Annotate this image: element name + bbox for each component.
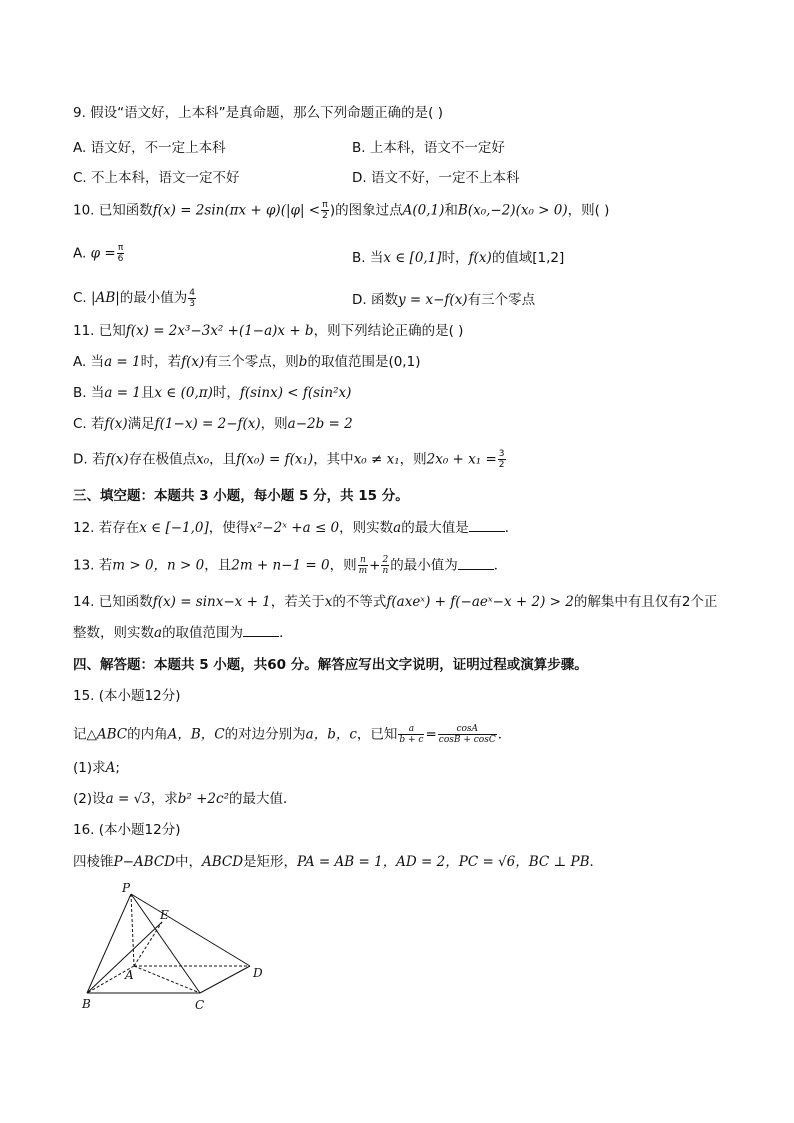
q13-answer-blank xyxy=(458,557,494,570)
label-a: A xyxy=(125,968,134,982)
label-e: E xyxy=(160,908,169,922)
q9-option-a: A. 语文好，不一定上本科 xyxy=(73,140,226,156)
q10-option-d: D. 函数y = x−f(x)有三个零点 xyxy=(352,292,536,308)
label-p: P xyxy=(122,881,131,895)
edge-pa xyxy=(131,894,134,966)
q14-answer-blank xyxy=(243,624,279,637)
section-3-heading: 三、填空题：本题共 3 小题，每小题 5 分，共 15 分。 xyxy=(73,488,409,504)
q16-heading: 16. (本小题12分) xyxy=(73,822,181,838)
q9-option-b: B. 上本科，语文不一定好 xyxy=(352,140,505,156)
q12-stem: 12. 若存在x ∈ [−1,0]，使得x²−2ˣ +a ≤ 0，则实数a的最大值是 ． xyxy=(73,520,519,536)
q14-stem-line2: 整数，则实数a的取值范围为 ． xyxy=(73,625,293,641)
q11-stem: 11. 已知f(x) = 2x³−3x² +(1−a)x + b，则下列结论正确的是( ) xyxy=(73,323,464,339)
q11-option-c: C. 若f(x)满足f(1−x) = 2−f(x)，则a−2b = 2 xyxy=(73,416,353,432)
q9-option-d: D. 语文不好，一定不上本科 xyxy=(352,170,520,186)
q10-option-c: C. |AB|的最小值为 $\frac{4}{3}$ xyxy=(73,287,196,309)
q10-option-a: A. φ = $\frac{\pi}{6}$ xyxy=(73,243,124,264)
section-4-heading: 四、解答题：本题共 5 小题，共60 分。解答应写出文字说明，证明过程或演算步骤。 xyxy=(73,657,588,673)
q11-option-b: B. 当a = 1且x ∈ (0,π)时，f(sinx) < f(sin²x) xyxy=(73,385,352,401)
label-d: D xyxy=(253,966,263,980)
q11-option-a: A. 当a = 1时，若f(x)有三个零点，则b的取值范围是(0,1) xyxy=(73,354,421,370)
label-c: C xyxy=(195,998,205,1012)
q11-option-d: D. 若f(x)存在极值点x₀，且f(x₀) = f(x₁)，其中x₀ ≠ x₁，则2x₀ + x₁ = $\frac{3}{2}$ xyxy=(73,449,505,470)
q16-stem: 四棱锥P−ABCD中，ABCD是矩形，PA = AB = 1，AD = 2，PC = √6，BC ⊥ PB． xyxy=(73,854,604,870)
label-b: B xyxy=(82,997,91,1011)
q10-stem: 10. 已知函数f(x) = 2sin(πx + φ)(|φ| < $\frac{\pi}{2}$ )的图象过点A(0,1)和B(x₀,−2)(x₀ > 0)，则( ) xyxy=(73,200,610,221)
q15-stem: 记△ABC的内角A，B，C的对边分别为a，b，c，已知 $\frac{a}{b + c}$ = $\frac{\cos A}{\cos B + \cos C}$ ． xyxy=(73,724,512,745)
q12-answer-blank xyxy=(469,519,505,532)
edge-cd xyxy=(200,966,250,993)
q15-part-2: (2)设a = √3，求b² +2c²的最大值． xyxy=(73,791,297,807)
q13-stem: 13. 若m > 0，n > 0，且2m + n−1 = 0，则 $\frac{n}{m}$ + $\frac{2}{n}$ 的最小值为 ． xyxy=(73,555,508,576)
q9-stem: 9. 假设“语文好，上本科”是真命题，那么下列命题正确的是( ) xyxy=(73,105,443,121)
edge-pd xyxy=(131,894,250,966)
q10-option-b: B. 当x ∈ [0,1]时，f(x)的值域[1,2] xyxy=(352,250,565,266)
q14-stem: 14. 已知函数f(x) = sinx−x + 1，若关于x的不等式f(axeˣ) + f(−aeˣ−x + 2) > 2的解集中有且仅有2个正 xyxy=(73,594,718,610)
q15-heading: 15. (本小题12分) xyxy=(73,688,181,704)
edge-be xyxy=(87,922,162,993)
q15-part-1: (1)求A; xyxy=(73,760,120,776)
pyramid-figure xyxy=(70,880,290,1020)
q9-option-c: C. 不上本科，语文一定不好 xyxy=(73,170,240,186)
